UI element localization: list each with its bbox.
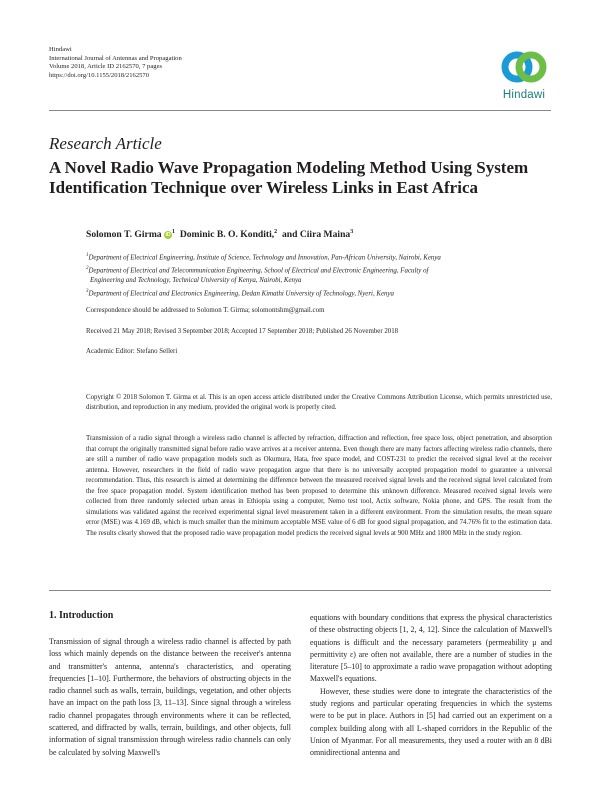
affiliation: $^3$Department of Electrical and Electronics Engineering, Dedan Kimathi University of Technology, Nyeri, Kenya <box>86 288 394 298</box>
journal-header <box>49 46 182 80</box>
author-name: and Ciira Maina <box>281 229 351 241</box>
logo-text: Hindawi <box>502 89 546 101</box>
publisher-name: Hindawi <box>49 46 72 53</box>
article-title: A Novel Radio Wave Propagation Modeling Method Using System Identification Technique over Wireless Links in East Africa <box>49 158 529 197</box>
body-column-left <box>49 636 291 759</box>
paragraph: However, these studies were done to integrate the characteristics of the study regions and particular operating frequencies in which the systems were to be put in place. Authors in [5] had carried out an experiment on a complex building along with all L-shaped corridors in the Republic of the Union of Myanmar. For all measurements, they used a router with an 8 dBi omnidirectional antenna and <box>310 686 552 758</box>
affiliation-continued: Engineering and Technology, Technical University of Kenya, Nairobi, Kenya <box>90 277 302 285</box>
orcid-icon[interactable]: iD <box>165 232 171 239</box>
affiliations <box>86 251 556 300</box>
copyright-notice: Copyright © 2018 Solomon T. Girma et al. This is an open access article distributed under the Creative Commons Attribution License, which permits unrestricted use, distribution, and reproduction in any medium, provided the original work is properly cited. <box>86 394 552 412</box>
publication-dates: Received 21 May 2018; Revised 3 September 2018; Accepted 17 September 2018; Published 26 November 2018 <box>86 328 399 335</box>
academic-editor: Academic Editor: Stefano Selleri <box>86 348 178 355</box>
body-column-right <box>310 612 552 760</box>
volume-info: Volume 2018, Article ID 2162570, 7 pages <box>49 63 163 71</box>
abstract: Transmission of a radio signal through a wireless radio channel is affected by refraction, diffraction and reflection, free space loss, object penetration, and absorption that corrupt the originally transmitted signal before radio wave arrives at a receiver antenna. Even though there are many factors affecting wireless radio channels, there are still a number of radio wave propagation models such as Okumura, Hata, free space model, and COST-231 to predict the received signal level at the receiver antenna. However, researchers in the field of radio wave propagation argue that there is no universally accepted propagation model to guarantee a universal recommendation. Thus, this research is aimed at determining the difference between the measured received signal levels and the received signal level calculated from the free space propagation model. System identification method has been proposed to determine this unknown difference. Measured received signal levels were collected from three randomly selected urban areas in Ethiopia using a computer, Nemo test tool, Actix software, Nokia phone, and GPS. The result from the simulations was validated against the received experimental signal level measurement taken in a different environment. From the simulation results, the mean square error (MSE) was 4.169 dB, which is much smaller than the minimum acceptable MSE value of 6 dB for good signal propagation, and 74.76% fit to the estimation data. The results clearly showed that the proposed radio wave propagation model predicts the received signal levels at 900 MHz and 1800 MHz in the study region. <box>86 435 552 537</box>
author-name: Solomon T. Girma <box>86 229 162 241</box>
article-type: Research Article <box>49 134 162 153</box>
paragraph: equations with boundary conditions that express the physical characteristics of these obstructing objects [1, 2, 4, 12]. Since the calculation of Maxwell's equations is difficult and the necessary parameters (permeability μ and permittivity ε) are often not available, there are a number of studies in the literature [5–10] to approximate a radio wave propagation without adopting Maxwell's equations. <box>310 613 552 684</box>
affiliation: $^1$Department of Electrical Engineering, Institute of Science, Technology and Innovation, Pan-African University, Nairobi, Kenya <box>86 253 441 262</box>
hindawi-logo <box>494 47 554 105</box>
author-affil-num: 2 <box>274 229 278 235</box>
section-heading: 1. Introduction <box>49 610 114 621</box>
paragraph: Transmission of signal through a wireless radio channel is affected by path loss which mainly depends on the distance between the receiver's antenna and transmitter's antenna, antenna's characteristics, and operating frequencies [1–10]. Furthermore, the behaviors of obstructing objects in the radio channel such as walls, terrain, buildings, vegetation, and other objects have an impact on the path loss [3, 11–13]. Since signal through a wireless radio channel propagates through environments where it can be reflected, scattered, and diffracted by walls, terrain, buildings, and other objects, full information of signal transmission through wireless radio channels can only be calculated by solving Maxwell's <box>49 637 291 757</box>
author-list <box>86 229 353 240</box>
hindawi-logo-icon <box>501 47 547 87</box>
header-divider <box>49 110 551 111</box>
section-divider <box>49 590 551 591</box>
affiliation: $^2$Department of Electrical and Telecommunication Engineering, School of Electrical and Electronic Engineering, Faculty of <box>86 265 429 274</box>
author-affil-num: 3 <box>350 229 354 235</box>
author-affil-num: 1 <box>172 229 176 235</box>
journal-name: International Journal of Antennas and Propagation <box>49 54 182 62</box>
correspondence: Correspondence should be addressed to Solomon T. Girma; solomontshm@gmail.com <box>86 307 325 314</box>
doi-link[interactable]: https://doi.org/10.1155/2018/2162570 <box>49 71 150 79</box>
author-name: Dominic B. O. Konditi, <box>179 229 275 241</box>
